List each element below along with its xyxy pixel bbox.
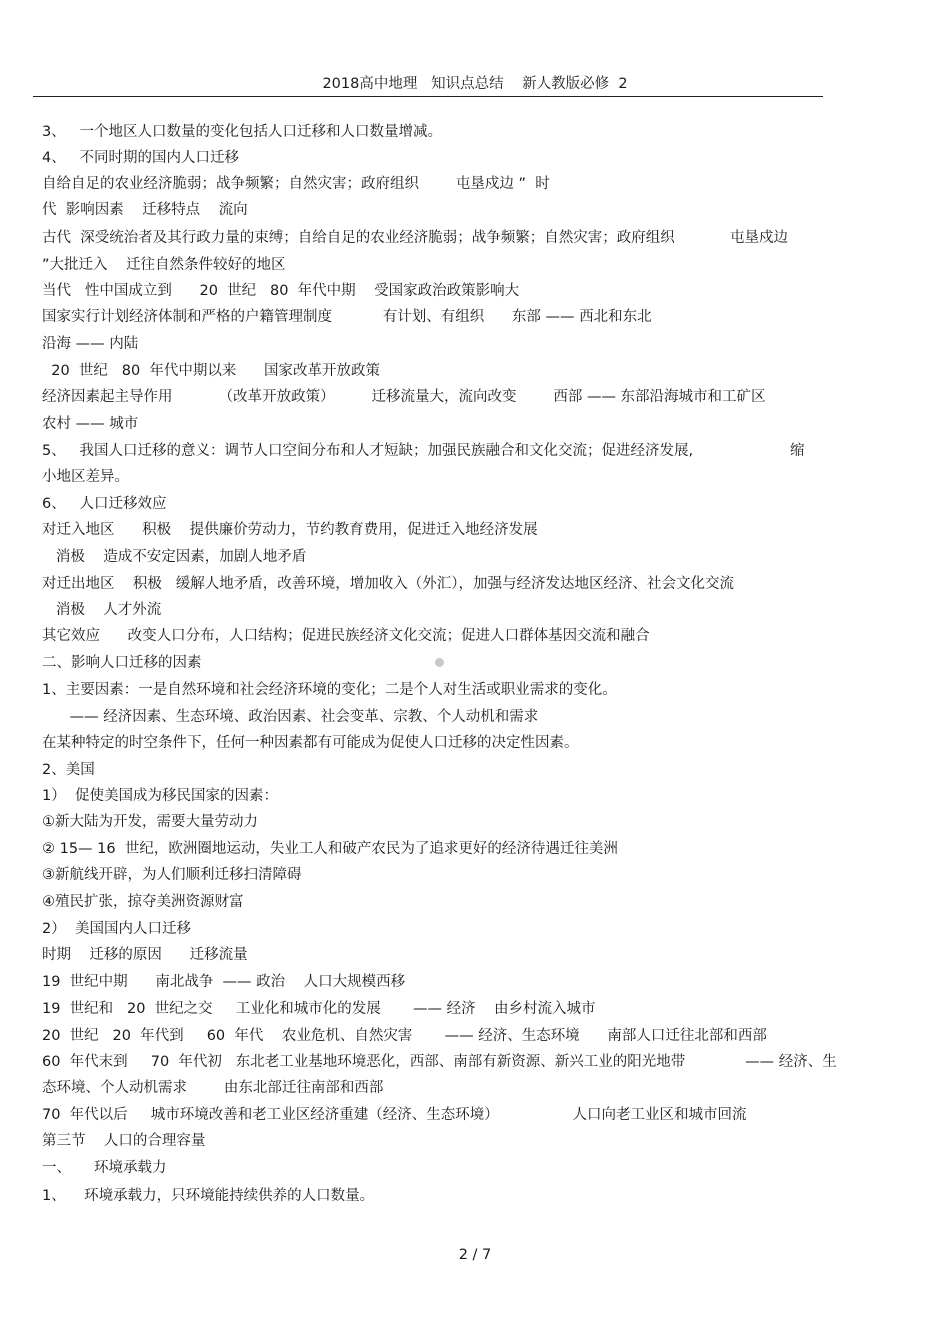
text-line: 1、主要因素：一是自然环境和社会经济环境的变化；二是个人对生活或职业需求的变化。 [42, 682, 617, 698]
text-line: ③新航线开辟，为人们顺利迁移扫清障碍 [42, 867, 302, 883]
text-line: 在某种特定的时空条件下，任何一种因素都有可能成为促使人口迁移的决定性因素。 [42, 735, 579, 751]
text-line: 20 世纪 80 年代中期以来 国家改革开放政策 [42, 363, 381, 379]
text-line: 时期 迁移的原因 迁移流量 [42, 947, 248, 963]
text-line: 自给自足的农业经济脆弱；战争频繁；自然灾害；政府组织 屯垦戍边 ” 时 [42, 176, 550, 192]
text-line: 消极 造成不安定因素，加剧人地矛盾 [42, 549, 307, 565]
text-line: ② 15— 16 世纪，欧洲圈地运动，失业工人和破产农民为了追求更好的经济待遇迁往美洲 [42, 841, 618, 857]
text-line: 4、 不同时期的国内人口迁移 [42, 150, 240, 166]
text-line: 60 年代末到 70 年代初 东北老工业基地环境恶化，西部、南部有新资源、新兴工业的阳光地带 —— 经济、生 [42, 1054, 837, 1070]
text-line: 2） 美国国内人口迁移 [42, 921, 191, 937]
text-line: 20 世纪 20 年代到 60 年代 农业危机、自然灾害 —— 经济、生态环境 南部人口迁往北部和西部 [42, 1028, 767, 1044]
text-line: 第三节 人口的合理容量 [42, 1133, 206, 1149]
text-line: 5、 我国人口迁移的意义：调节人口空间分布和人才短缺；加强民族融合和文化交流；促进经济发展, 缩 [42, 443, 805, 459]
text-line: 1、 环境承载力，只环境能持续供养的人口数量。 [42, 1188, 375, 1204]
text-line: 消极 人才外流 [42, 602, 162, 618]
text-line: 19 世纪中期 南北战争 —— 政治 人口大规模西移 [42, 974, 406, 990]
text-line: 对迁出地区 积极 缓解人地矛盾，改善环境，增加收入（外汇），加强与经济发达地区经济、社会文化交流 [42, 576, 735, 592]
text-line: 一、 环境承载力 [42, 1160, 167, 1176]
text-line: 3、 一个地区人口数量的变化包括人口迁移和人口数量增减。 [42, 124, 443, 140]
page-number: 2 / 7 [458, 1247, 492, 1263]
page-header: 2018高中地理 知识点总结 新人教版必修 2 [322, 76, 628, 92]
text-line: 古代 深受统治者及其行政力量的束缚；自给自足的农业经济脆弱；战争频繁；自然灾害；政府组织 屯垦戍边 [42, 230, 789, 246]
text-line: 1） 促使美国成为移民国家的因素： [42, 788, 278, 804]
text-line: 对迁入地区 积极 提供廉价劳动力，节约教育费用，促进迁入地经济发展 [42, 522, 538, 538]
text-line: ④殖民扩张，掠夺美洲资源财富 [42, 894, 244, 910]
text-line: 当代 性中国成立到 20 世纪 80 年代中期 受国家政治政策影响大 [42, 283, 520, 299]
text-line: 态环境、个人动机需求 由东北部迁往南部和西部 [42, 1080, 384, 1096]
text-line: ”大批迁入 迁往自然条件较好的地区 [42, 257, 286, 273]
text-line: 经济因素起主导作用 （改革开放政策） 迁移流量大，流向改变 西部 —— 东部沿海城市和工矿区 [42, 389, 766, 405]
text-line: 70 年代以后 城市环境改善和老工业区经济重建（经济、生态环境） 人口向老工业区和城市回流 [42, 1107, 747, 1123]
text-line: 2、美国 [42, 762, 95, 778]
text-line: 农村 —— 城市 [42, 416, 139, 432]
text-line: 19 世纪和 20 世纪之交 工业化和城市化的发展 —— 经济 由乡村流入城市 [42, 1001, 596, 1017]
text-line: 其它效应 改变人口分布，人口结构；促进民族经济文化交流；促进人口群体基因交流和融合 [42, 628, 650, 644]
text-line: 沿海 —— 内陆 [42, 336, 139, 352]
gray-dot-mark [435, 658, 444, 667]
header-rule [33, 96, 823, 97]
text-line: ①新大陆为开发，需要大量劳动力 [42, 814, 258, 830]
text-line: —— 经济因素、生态环境、政治因素、社会变革、宗教、个人动机和需求 [42, 709, 539, 725]
text-line: 二、影响人口迁移的因素 [42, 655, 202, 671]
text-line: 代 影响因素 迁移特点 流向 [42, 202, 248, 218]
text-line: 国家实行计划经济体制和严格的户籍管理制度 有计划、有组织 东部 —— 西北和东北 [42, 309, 652, 325]
text-line: 小地区差异。 [42, 469, 129, 485]
text-line: 6、 人口迁移效应 [42, 496, 167, 512]
